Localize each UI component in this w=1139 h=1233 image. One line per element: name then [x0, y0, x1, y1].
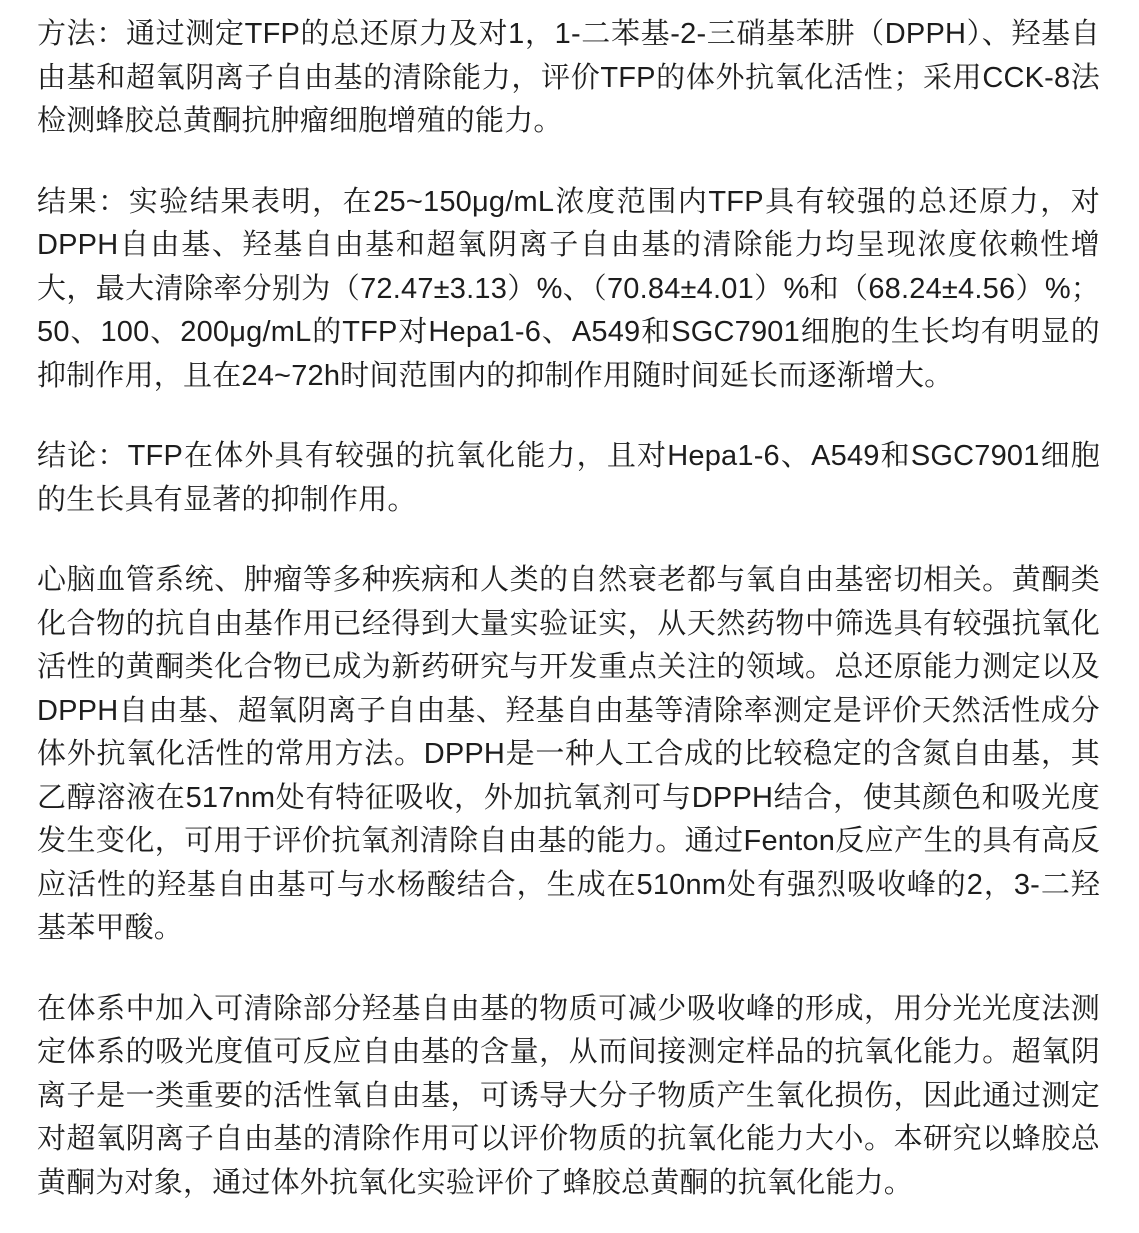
paragraph-methods: 方法：通过测定TFP的总还原力及对1，1-二苯基-2-三硝基苯肼（DPPH）、羟基自由基和超氧阴离子自由基的清除能力，评价TFP的体外抗氧化活性；采用CCK-8法检测蜂胶总黄酮抗肿瘤细胞增殖的能力。 — [37, 18, 1100, 137]
paragraph-results: 结果：实验结果表明，在25~150μg/mL浓度范围内TFP具有较强的总还原力，对DPPH自由基、羟基自由基和超氧阴离子自由基的清除能力均呈现浓度依赖性增大，最大清除率分别为（72.47±3.13）%、（70.84±4.01）%和（68.24±4.56）%；50、100、200μg/mL的TFP对Hepa1-6、A549和SGC7901细胞的生长均有明显的抑制作用，且在24~72h时间范围内的抑制作用随时间延长而逐渐增大。 — [37, 185, 1100, 392]
paragraph-background-free-radicals: 心脑血管系统、肿瘤等多种疾病和人类的自然衰老都与氧自由基密切相关。黄酮类化合物的抗自由基作用已经得到大量实验证实，从天然药物中筛选具有较强抗氧化活性的黄酮类化合物已成为新药研究与开发重点关注的领域。总还原能力测定以及DPPH自由基、超氧阴离子自由基、羟基自由基等清除率测定是评价天然活性成分体外抗氧化活性的常用方法。DPPH是一种人工合成的比较稳定的含氮自由基，其乙醇溶液在517nm处有特征吸收，外加抗氧剂可与DPPH结合，使其颜色和吸光度发生变化，可用于评价抗氧剂清除自由基的能力。通过Fenton反应产生的具有高反应活性的羟基自由基可与水杨酸结合，生成在510nm处有强烈吸收峰的2，3-二羟基苯甲酸。 — [37, 564, 1100, 944]
paragraph-conclusion: 结论：TFP在体外具有较强的抗氧化能力，且对Hepa1-6、A549和SGC7901细胞的生长具有显著的抑制作用。 — [37, 440, 1100, 516]
paragraph-background-assay-principle: 在体系中加入可清除部分羟基自由基的物质可减少吸收峰的形成，用分光光度法测定体系的吸光度值可反应自由基的含量，从而间接测定样品的抗氧化能力。超氧阴离子是一类重要的活性氧自由基，可诱导大分子物质产生氧化损伤，因此通过测定对超氧阴离子自由基的清除作用可以评价物质的抗氧化能力大小。本研究以蜂胶总黄酮为对象，通过体外抗氧化实验评价了蜂胶总黄酮的抗氧化能力。 — [37, 992, 1100, 1199]
